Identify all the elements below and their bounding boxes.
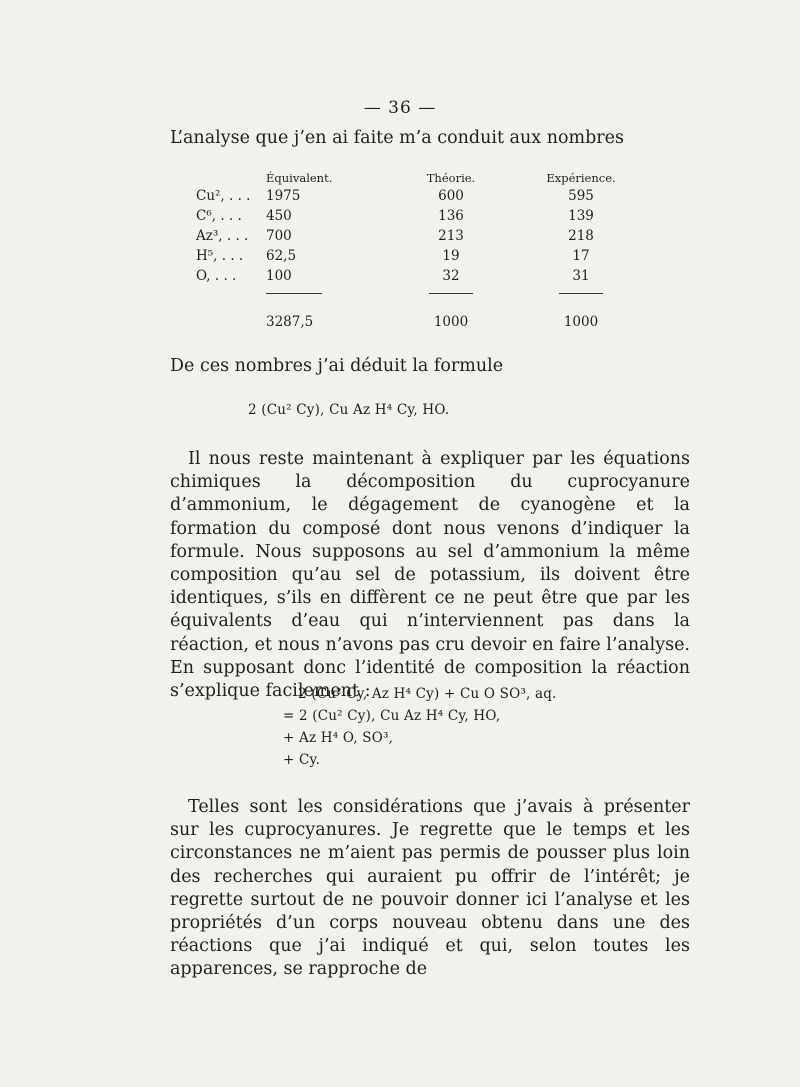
cell-equivalent: 62,5 [266, 248, 297, 264]
paragraph-explication: Il nous reste maintenant à expliquer par les équations chimiques la décomposition du cuprocyanure d’ammonium, le dégagement de cyanogène et la formation du composé dont nous venons d’indiquer la formule. Nous supposons au sel d’ammonium la même composition qu’au sel de potassium, ils doivent être identiques, s’ils en diffèrent ce ne peut être que par les équivalents d’eau qui n’interviennent pas dans la réaction, et nous n’avons pas cru devoir en faire l’analyse. En supposant donc l’identité de composition la réaction s’explique facilement : [170, 449, 690, 702]
cell-experience: 17 [572, 248, 590, 264]
rule-theorie [386, 286, 516, 306]
table-header-row [186, 170, 646, 186]
total-equivalent: 3287,5 [266, 314, 314, 330]
cell-experience: 139 [568, 208, 594, 224]
cell-element: Az³, . . . [196, 228, 249, 244]
cell-element: H⁵, . . . [196, 248, 244, 264]
equation-line-4: + Cy. [283, 752, 321, 768]
cell-equivalent: 450 [266, 208, 292, 224]
equation-line-2: = 2 (Cu² Cy), Cu Az H⁴ Cy, HO, [283, 708, 501, 724]
formula-intro: De ces nombres j’ai déduit la formule [170, 356, 504, 376]
rule-equivalent [266, 286, 386, 306]
formula-main: 2 (Cu² Cy), Cu Az H⁴ Cy, HO. [248, 402, 450, 418]
analysis-table [186, 170, 646, 332]
cell-theorie: 600 [438, 188, 464, 204]
table-row [186, 246, 646, 266]
rule-experience [516, 286, 646, 306]
cell-theorie: 32 [442, 268, 460, 284]
cell-experience: 218 [568, 228, 594, 244]
cell-theorie: 136 [438, 208, 464, 224]
cell-theorie: 213 [438, 228, 464, 244]
paragraph-conclusion: Telles sont les considérations que j’avais à présenter sur les cuprocyanures. Je regrette que le temps et les circonstances ne m’aient pas permis de pousser plus loin des recherches qui auraient pu offrir de l’intérêt; je regrette surtout de ne pouvoir donner ici l’analyse et les propriétés d’un corps nouveau obtenu dans une des réactions que j’ai indiqué et qui, selon toutes les apparences, se rapproche de [170, 797, 690, 980]
table-total-row [186, 306, 646, 332]
intro-line: L’analyse que j’en ai faite m’a conduit aux nombres [170, 128, 625, 148]
page-number: — 36 — [363, 98, 437, 118]
header-element [186, 170, 266, 186]
header-equivalent: Équivalent. [266, 171, 333, 185]
table-row [186, 186, 646, 206]
cell-theorie: 19 [442, 248, 460, 264]
cell-element: O, . . . [196, 268, 237, 284]
total-experience: 1000 [563, 314, 599, 330]
table-rule-row [186, 286, 646, 306]
cell-equivalent: 100 [266, 268, 292, 284]
header-theorie: Théorie. [426, 171, 476, 185]
equation-line-1: 2 (Cu² Cy, Az H⁴ Cy) + Cu O SO³, aq. [298, 686, 557, 702]
cell-equivalent: 700 [266, 228, 292, 244]
table-row [186, 226, 646, 246]
cell-experience: 31 [572, 268, 590, 284]
table-row [186, 266, 646, 286]
equation-line-3: + Az H⁴ O, SO³, [283, 730, 394, 746]
table-row [186, 206, 646, 226]
total-theorie: 1000 [433, 314, 469, 330]
cell-experience: 595 [568, 188, 594, 204]
cell-element: Cu², . . . [196, 188, 251, 204]
cell-equivalent: 1975 [266, 188, 301, 204]
cell-element: C⁶, . . . [196, 208, 242, 224]
header-experience: Expérience. [546, 171, 616, 185]
